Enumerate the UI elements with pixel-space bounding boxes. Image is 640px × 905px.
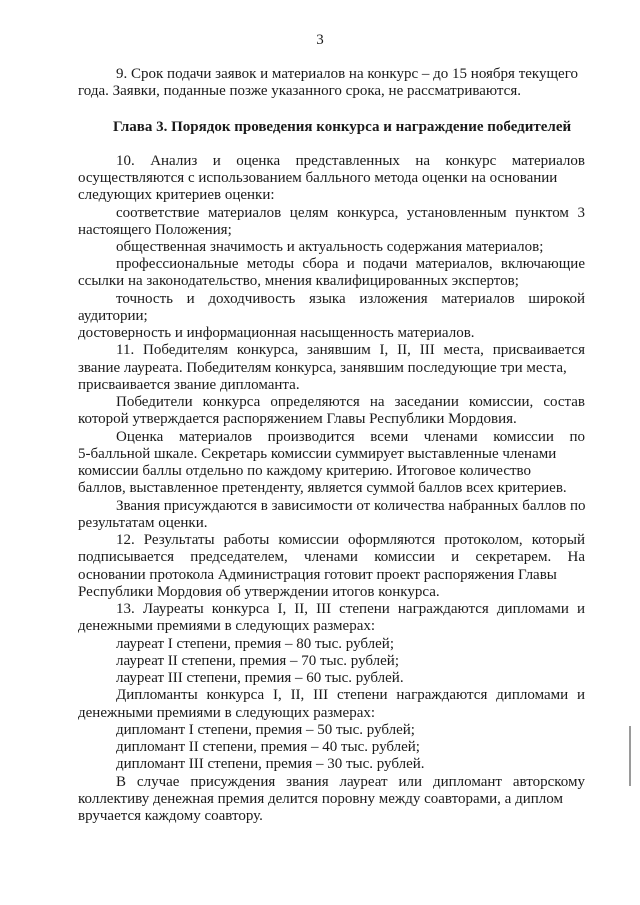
line: баллов, выставленное претенденту, является суммой баллов всех критериев. [78,480,567,496]
line: настоящего Положения; [78,222,232,238]
line: лауреат I степени, премия – 80 тыс. рублей; [116,636,394,652]
line: дипломант I степени, премия – 50 тыс. рублей; [116,722,415,738]
line: вручается каждому соавтору. [78,808,263,824]
line: 10. Анализ и оценка представленных на конкурс материалов [116,153,585,169]
line: достоверность и информационная насыщенность материалов. [78,325,475,341]
line: Республики Мордовия об утверждении итогов конкурса. [78,584,440,600]
line: денежными премиями в следующих размерах: [78,705,376,721]
line: общественная значимость и актуальность содержания материалов; [116,239,544,255]
line: которой утверждается распоряжением Главы Республики Мордовия. [78,411,517,427]
line: 13. Лауреаты конкурса I, II, III степени награждаются дипломами и [116,601,585,617]
line: подписывается председателем, членами комиссии и секретарем. На [78,549,585,565]
line: точность и доходчивость языка изложения материалов широкой [116,291,585,307]
line: Победители конкурса определяются на заседании комиссии, состав [116,394,585,410]
line: 9. Срок подачи заявок и материалов на конкурс – до 15 ноября текущего [116,66,578,82]
scan-edge-mark [629,726,631,786]
line: 5-балльной шкале. Секретарь комиссии суммирует выставленные членами [78,446,557,462]
line: Оценка материалов производится всеми членами комиссии по [116,429,585,445]
line: осуществляются с использованием балльного метода оценки на основании [78,170,558,186]
line: профессиональные методы сбора и подачи материалов, включающие [116,256,585,272]
line: коллективу денежная премия делится поровну между соавторами, а диплом [78,791,563,807]
line: комиссии баллы отдельно по каждому критерию. Итоговое количество [78,463,532,479]
line: 12. Результаты работы комиссии оформляются протоколом, который [116,532,585,548]
line: ссылки на законодательство, мнения квалифицированных экспертов; [78,273,519,289]
line: В случае присуждения звания лауреат или дипломант авторскому [116,774,585,790]
line: соответствие материалов целям конкурса, установленным пунктом 3 [116,205,585,221]
line: лауреат III степени, премия – 60 тыс. рублей. [116,670,404,686]
page-number: 3 [316,32,324,48]
chapter-heading: Глава 3. Порядок проведения конкурса и награждение победителей [113,119,572,135]
line: года. Заявки, поданные позже указанного срока, не рассматриваются. [78,83,521,99]
line: лауреат II степени, премия – 70 тыс. рублей; [116,653,399,669]
line: дипломант II степени, премия – 40 тыс. рублей; [116,739,420,755]
line: результатам оценки. [78,515,208,531]
line: основании протокола Администрация готовит проект распоряжения Главы [78,567,557,583]
line: следующих критериев оценки: [78,187,275,203]
line: звание лауреата. Победителям конкурса, занявшим последующие три места, [78,360,567,376]
line: аудитории; [78,308,148,324]
line: 11. Победителям конкурса, занявшим I, II, III места, присваивается [116,342,585,358]
line: денежными премиями в следующих размерах: [78,618,376,634]
line: Звания присуждаются в зависимости от количества набранных баллов по [116,498,586,514]
line: дипломант III степени, премия – 30 тыс. рублей. [116,756,425,772]
line: присваивается звание дипломанта. [78,377,300,393]
line: Дипломанты конкурса I, II, III степени награждаются дипломами и [116,687,585,703]
